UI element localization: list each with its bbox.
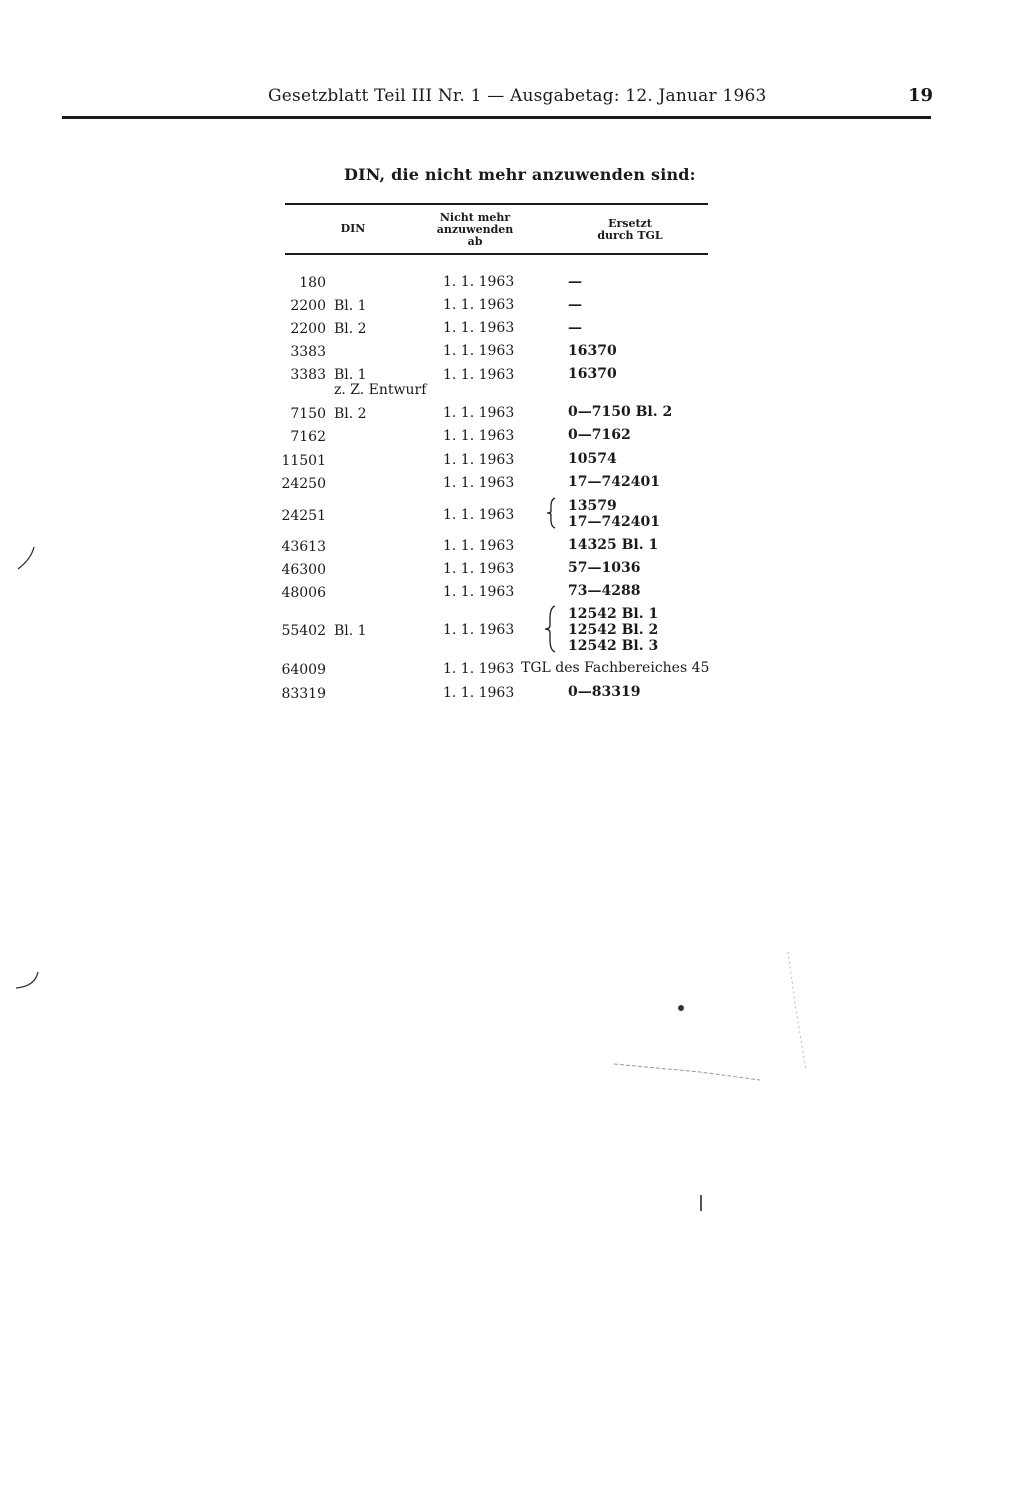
- replacement-cell: 12542 Bl. 1: [568, 606, 659, 622]
- margin-pencil-mark: [14, 545, 38, 575]
- column-header-replaced-by: [565, 218, 695, 242]
- column-header-line: Nicht mehr: [439, 211, 511, 224]
- column-header-line: anzuwenden: [436, 223, 514, 236]
- din-number: 83319: [281, 686, 326, 702]
- brace-icon: [545, 497, 559, 529]
- running-header: Gesetzblatt Teil III Nr. 1 — Ausgabetag: 12. Januar 1963: [268, 86, 767, 106]
- draft-note: z. Z. Entwurf: [334, 382, 427, 398]
- din-number: 64009: [281, 662, 326, 678]
- scan-mark: [700, 1195, 702, 1211]
- date-cell: 1. 1. 1963: [443, 685, 515, 701]
- table-top-rule: [285, 203, 708, 205]
- din-number: 46300: [281, 562, 326, 578]
- din-number: 180: [299, 275, 326, 291]
- din-number: 11501: [281, 453, 326, 469]
- column-header-din: DIN: [340, 222, 366, 235]
- replacement-cell: 0—7150 Bl. 2: [568, 404, 673, 420]
- column-header-line: durch TGL: [597, 229, 663, 242]
- replacement-cell: 0—83319: [568, 684, 641, 700]
- table-header-rule: [285, 253, 708, 255]
- replacement-cell: 10574: [568, 451, 617, 467]
- replacement-cell: 73—4288: [568, 583, 641, 599]
- replacement-cell: 16370: [568, 366, 617, 382]
- sheet-suffix: Bl. 1: [334, 623, 367, 639]
- date-cell: 1. 1. 1963: [443, 622, 515, 638]
- scan-streak: [610, 950, 810, 1090]
- din-number: 7150: [290, 406, 326, 422]
- din-number: 7162: [290, 429, 326, 445]
- replacement-cell: —: [568, 320, 582, 336]
- din-number: 43613: [281, 539, 326, 555]
- date-cell: 1. 1. 1963: [443, 584, 515, 600]
- date-cell: 1. 1. 1963: [443, 274, 515, 290]
- date-cell: 1. 1. 1963: [443, 507, 515, 523]
- date-cell: 1. 1. 1963: [443, 452, 515, 468]
- column-header-line: Ersetzt: [608, 217, 652, 230]
- replacement-cell: 0—7162: [568, 427, 631, 443]
- header-rule: [62, 116, 931, 119]
- replacement-cell: 12542 Bl. 2: [568, 622, 659, 638]
- column-header-line: ab: [467, 235, 483, 248]
- column-header-not-applicable-from: [420, 212, 530, 248]
- replacement-cell: TGL des Fachbereiches 45: [521, 660, 710, 676]
- replacement-cell: —: [568, 274, 582, 290]
- date-cell: 1. 1. 1963: [443, 538, 515, 554]
- din-number: 24250: [281, 476, 326, 492]
- date-cell: 1. 1. 1963: [443, 661, 515, 677]
- din-number: 3383: [290, 344, 326, 360]
- sheet-suffix: Bl. 1: [334, 367, 367, 383]
- sheet-suffix: Bl. 2: [334, 406, 367, 422]
- brace-icon: [543, 605, 559, 653]
- section-title: DIN, die nicht mehr anzuwenden sind:: [344, 165, 696, 184]
- replacement-cell: 12542 Bl. 3: [568, 638, 659, 654]
- din-number: 3383: [290, 367, 326, 383]
- replacement-cell: —: [568, 297, 582, 313]
- din-number: 48006: [281, 585, 326, 601]
- date-cell: 1. 1. 1963: [443, 428, 515, 444]
- sheet-suffix: Bl. 2: [334, 321, 367, 337]
- date-cell: 1. 1. 1963: [443, 405, 515, 421]
- date-cell: 1. 1. 1963: [443, 343, 515, 359]
- din-number: 2200: [290, 298, 326, 314]
- replacement-cell: 16370: [568, 343, 617, 359]
- replacement-cell: 14325 Bl. 1: [568, 537, 659, 553]
- page-number: 19: [908, 85, 934, 106]
- sheet-suffix: Bl. 1: [334, 298, 367, 314]
- din-number: 2200: [290, 321, 326, 337]
- date-cell: 1. 1. 1963: [443, 561, 515, 577]
- din-number: 55402: [281, 623, 326, 639]
- date-cell: 1. 1. 1963: [443, 367, 515, 383]
- date-cell: 1. 1. 1963: [443, 475, 515, 491]
- date-cell: 1. 1. 1963: [443, 297, 515, 313]
- replacement-cell: 57—1036: [568, 560, 641, 576]
- date-cell: 1. 1. 1963: [443, 320, 515, 336]
- replacement-cell: 17—742401: [568, 474, 660, 490]
- replacement-cell: 13579: [568, 498, 617, 514]
- margin-pencil-mark: [12, 970, 42, 992]
- din-number: 24251: [281, 508, 326, 524]
- replacement-cell: 17—742401: [568, 514, 660, 530]
